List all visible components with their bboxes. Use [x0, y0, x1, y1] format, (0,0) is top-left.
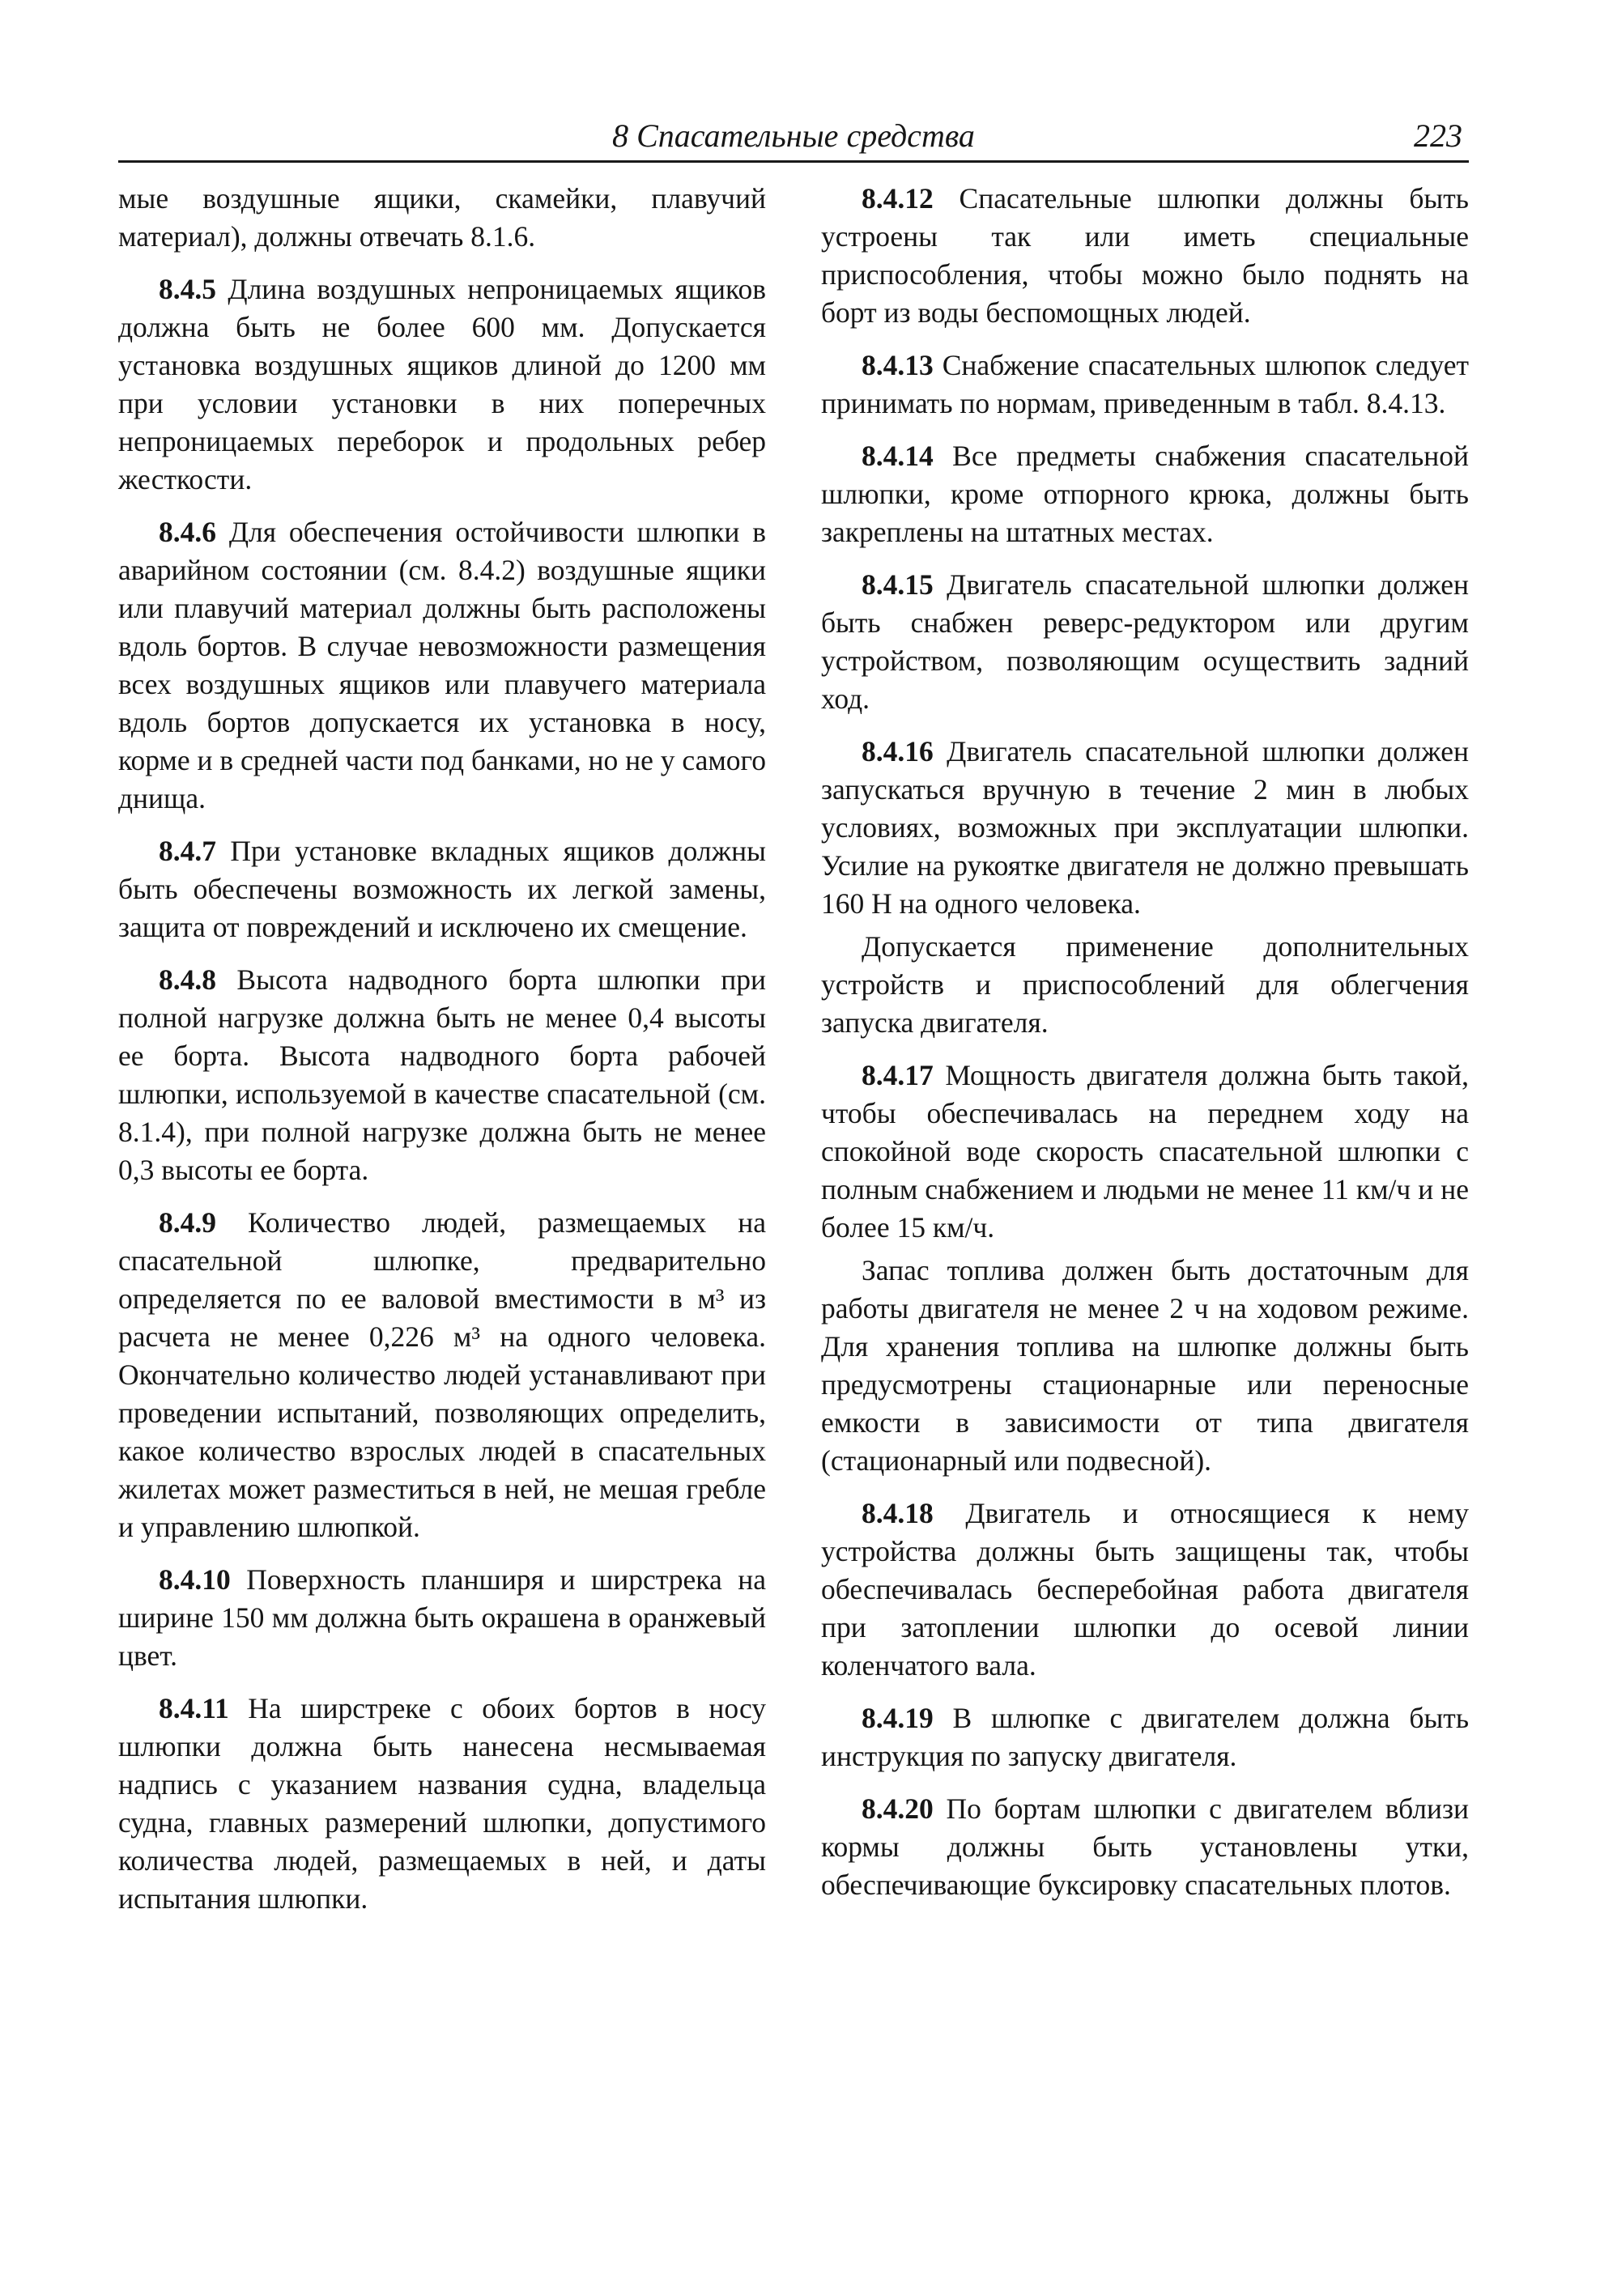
paragraph-number: 8.4.11: [159, 1692, 229, 1724]
paragraph-8-4-7: [118, 832, 766, 946]
paragraph-number: 8.4.9: [159, 1206, 216, 1239]
paragraph-number: 8.4.18: [862, 1497, 934, 1529]
paragraph-number: 8.4.10: [159, 1563, 231, 1596]
left-column: [118, 180, 766, 1932]
running-title: 8 Спасательные средства: [612, 117, 975, 154]
paragraph-text: На ширстреке с обоих бортов в носу шлюпки должна быть нанесена несмываемая надпись с указанием названия судна, владельца судна, главных размерений шлюпки, допустимого количества людей, размещаемых в ней, и даты испытания шлюпки.: [118, 1692, 766, 1915]
paragraph-8-4-17: [821, 1057, 1469, 1247]
paragraph-number: 8.4.20: [862, 1792, 934, 1825]
paragraph-number: 8.4.5: [159, 273, 216, 305]
paragraph-8-4-18: [821, 1495, 1469, 1685]
paragraph-number: 8.4.19: [862, 1702, 934, 1734]
paragraph-8-4-8: [118, 961, 766, 1189]
paragraph-number: 8.4.7: [159, 835, 216, 867]
paragraph-text: Поверхность планширя и ширстрека на ширине 150 мм должна быть окрашена в оранжевый цвет.: [118, 1563, 766, 1672]
paragraph-text: Мощность двигателя должна быть такой, чтобы обеспечивалась на переднем ходу на спокойной воде скорость спасательной шлюпки с полным снабжением и людьми не менее 11 км/ч и не более 15 км/ч.: [821, 1059, 1469, 1244]
paragraph-number: 8.4.14: [862, 440, 934, 472]
paragraph-text: Высота надводного борта шлюпки при полной нагрузке должна быть не менее 0,4 высоты ее борта. Высота надводного борта рабочей шлюпки, используемой в качестве спасательной (см. 8.1.4), при полной нагрузке должна быть не менее 0,3 высоты ее борта.: [118, 963, 767, 1186]
paragraph-number: 8.4.6: [159, 516, 216, 548]
paragraph-8-4-16-note: Допускается применение дополнительных устройств и приспособлений для облегчения запуска двигателя.: [821, 930, 1469, 1039]
paragraph-text: Двигатель и относящиеся к нему устройства должны быть защищены так, чтобы обеспечивалась бесперебойная работа двигателя при затоплении шлюпки до осевой линии коленчатого вала.: [821, 1497, 1470, 1682]
page-number: 223: [1414, 117, 1462, 154]
paragraph-number: 8.4.15: [862, 568, 934, 601]
paragraph-number: 8.4.16: [862, 735, 934, 767]
paragraph-8-4-19: [821, 1699, 1469, 1775]
paragraph-8-4-16: [821, 733, 1469, 923]
paragraph-8-4-10: [118, 1561, 766, 1675]
paragraph-text: Двигатель спасательной шлюпки должен запускаться вручную в течение 2 мин в любых условиях, возможных при эксплуатации шлюпки. Усилие на рукоятке двигателя не должно превышать 160 Н на одного человека.: [821, 735, 1470, 920]
paragraph-8-4-12: [821, 180, 1469, 332]
paragraph-8-4-14: [821, 437, 1469, 551]
paragraph-text: По бортам шлюпки с двигателем вблизи кормы должны быть установлены утки, обеспечивающие буксировку спасательных плотов.: [821, 1792, 1469, 1901]
paragraph-8-4-17-note: Запас топлива должен быть достаточным для работы двигателя не менее 2 ч на ходовом режиме. Для хранения топлива на шлюпке должны быть предусмотрены стационарные или переносные емкости в зависимости от типа двигателя (стационарный или подвесной).: [821, 1254, 1469, 1477]
paragraph-8-4-11: [118, 1690, 766, 1918]
paragraph-8-4-9: [118, 1204, 766, 1546]
paragraph-8-4-20: [821, 1790, 1469, 1904]
paragraph-text: Двигатель спасательной шлюпки должен быть снабжен реверс-редуктором или другим устройством, позволяющим осуществить задний ход.: [821, 568, 1470, 715]
paragraph-number: 8.4.17: [862, 1059, 934, 1091]
paragraph-8-4-13: [821, 347, 1469, 423]
paragraph-text: В шлюпке с двигателем должна быть инструкция по запуску двигателя.: [821, 1702, 1470, 1772]
paragraph-number: 8.4.12: [862, 182, 934, 215]
paragraph-text: При установке вкладных ящиков должны быть обеспечены возможность их легкой замены, защита от повреждений и исключено их смещение.: [118, 835, 766, 943]
paragraph-8-4-15: [821, 566, 1469, 718]
paragraph-text: Количество людей, размещаемых на спасательной шлюпке, предварительно определяется по ее валовой вместимости в м³ из расчета не менее 0,226 м³ на одного человека. Окончательно количество людей устанавливают при проведении испытаний, позволяющих определить, какое количество взрослых людей в спасательных жилетах может разместиться в ней, не мешая гребле и управлению шлюпкой.: [118, 1206, 767, 1543]
right-column: [821, 180, 1469, 1919]
paragraph-text: Для обеспечения остойчивости шлюпки в аварийном состоянии (см. 8.4.2) воздушные ящики или плавучий материал должны быть расположены вдоль бортов. В случае невозможности размещения всех воздушных ящиков или плавучего материала вдоль бортов допускается их установка в носу, корме и в средней части под банками, но не у самого днища.: [118, 516, 767, 814]
paragraph-number: 8.4.8: [159, 963, 216, 996]
paragraph-text: Спасательные шлюпки должны быть устроены так или иметь специальные приспособления, чтобы можно было поднять на борт из воды беспомощных людей.: [821, 182, 1469, 329]
paragraph-text: Длина воздушных непроницаемых ящиков должна быть не более 600 мм. Допускается установка воздушных ящиков длиной до 1200 мм при условии установки в них поперечных непроницаемых переборок и продольных ребер жесткости.: [118, 273, 767, 495]
paragraph-text: Все предметы снабжения спасательной шлюпки, кроме отпорного крюка, должны быть закреплены на штатных местах.: [821, 440, 1470, 548]
paragraph-8-4-5: [118, 270, 766, 499]
paragraph-number: 8.4.13: [862, 349, 934, 381]
page-header: [118, 112, 1469, 163]
continued-paragraph: мые воздушные ящики, скамейки, плавучий материал), должны отвечать 8.1.6.: [118, 182, 766, 253]
paragraph-text: Снабжение спасательных шлюпок следует принимать по нормам, приведенным в табл. 8.4.13.: [821, 349, 1469, 419]
paragraph-8-4-6: [118, 513, 766, 818]
